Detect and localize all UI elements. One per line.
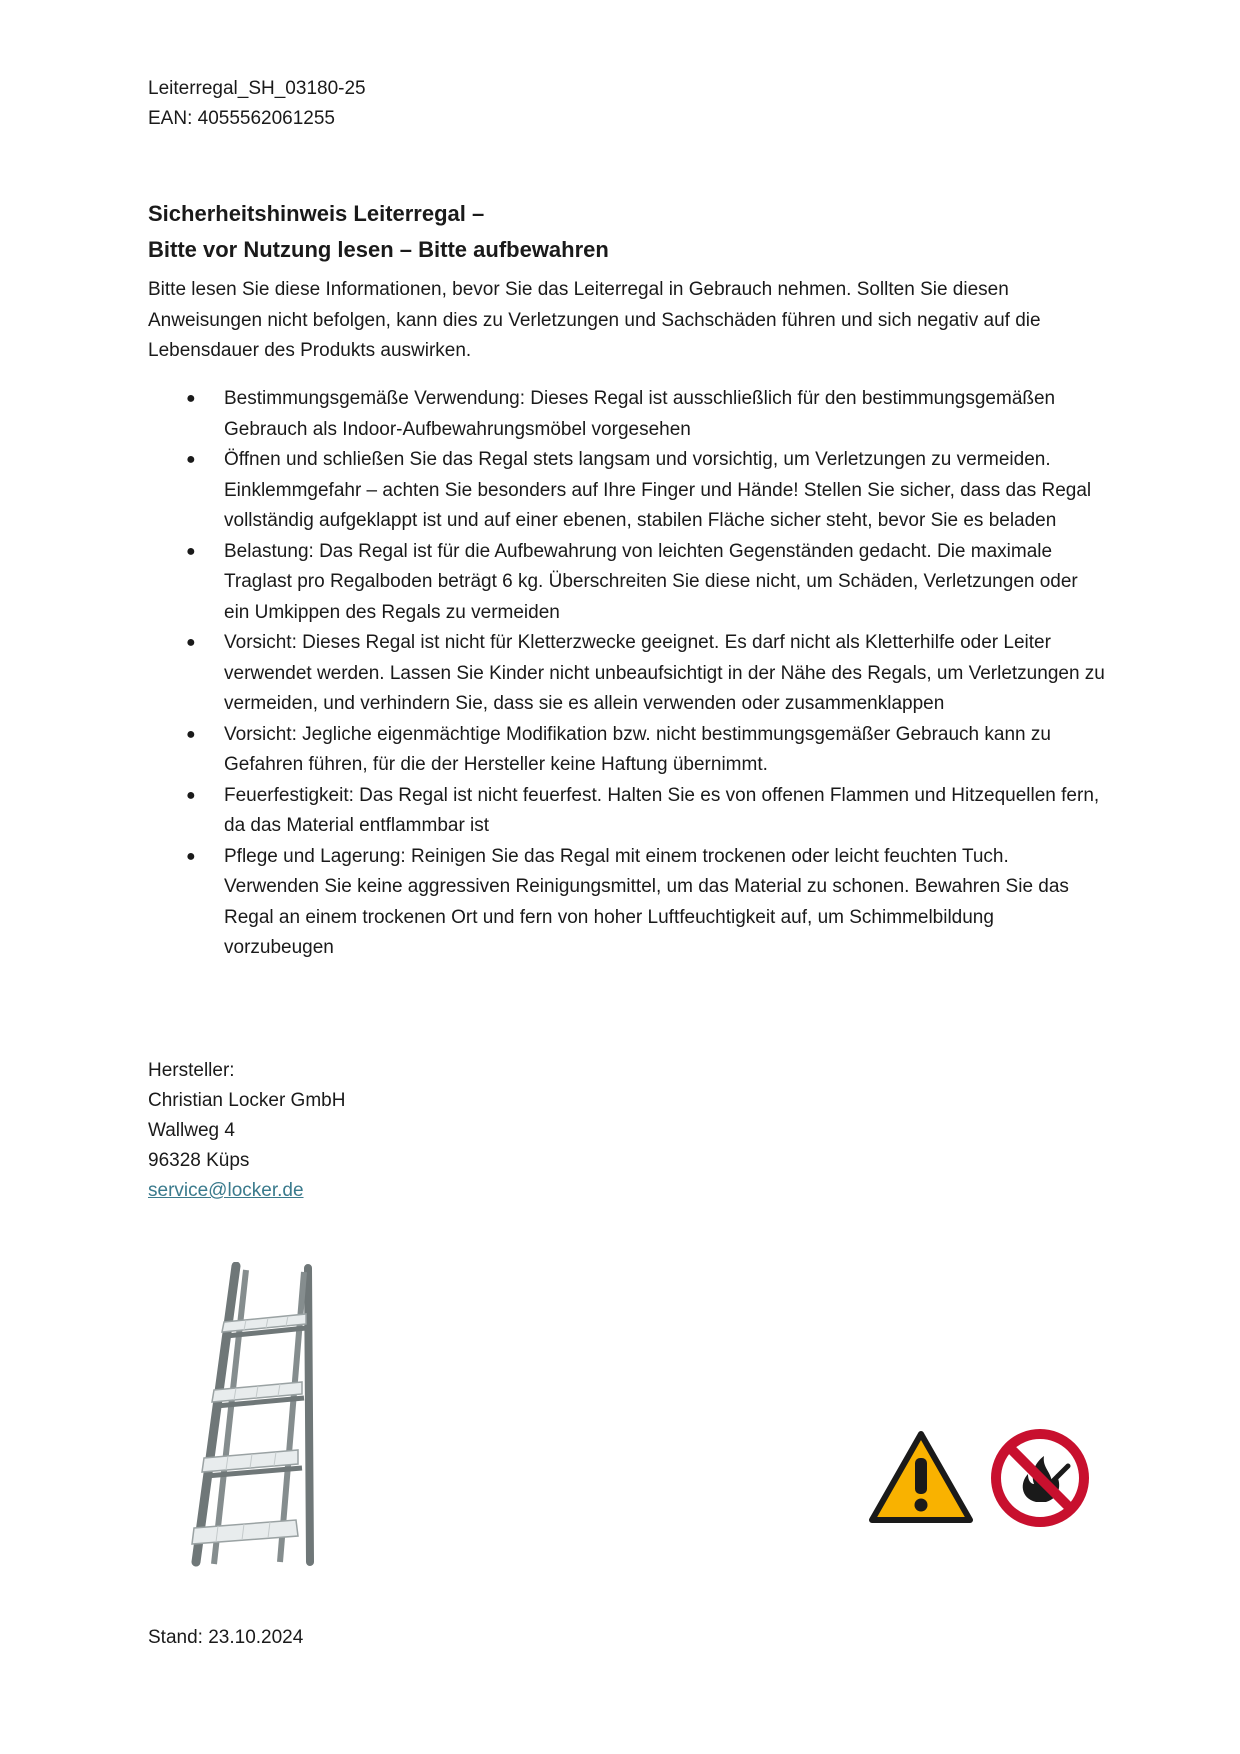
bullet-icon: ● — [186, 542, 196, 560]
ean-code: EAN: 4055562061255 — [148, 108, 335, 129]
list-item — [148, 842, 1108, 964]
manufacturer-city: 96328 Küps — [148, 1150, 250, 1171]
document-heading — [148, 196, 1108, 268]
bullet-icon: ● — [186, 725, 196, 743]
list-item-text: Belastung: Das Regal ist für die Aufbewahrung von leichten Gegenständen gedacht. Die maximale Traglast pro Regalboden beträgt 6 kg. Überschreiten Sie diese nicht, um Schäden, Verletzungen oder ein Umkippen des Regals zu vermeiden — [224, 540, 1078, 623]
document-id: Leiterregal_SH_03180-25 — [148, 78, 366, 99]
list-item — [148, 384, 1108, 445]
list-item-text: Vorsicht: Dieses Regal ist nicht für Kletterzwecke geeignet. Es darf nicht als Kletterhilfe oder Leiter verwendet werden. Lassen Sie Kinder nicht unbeaufsichtigt in der Nähe des Regals, um Verletzungen zu vermeiden, und verhindern Sie, dass sie es allein verwenden oder zusammenklappen — [224, 632, 1105, 714]
heading-line-2: Bitte vor Nutzung lesen – Bitte aufbewahren — [148, 237, 609, 262]
bullet-icon: ● — [186, 847, 196, 865]
document-meta — [148, 74, 1108, 134]
bullet-icon: ● — [186, 451, 196, 468]
intro-paragraph: Bitte lesen Sie diese Informationen, bevor Sie das Leiterregal in Gebrauch nehmen. Sollten Sie diesen Anweisungen nicht befolgen, kann dies zu Verletzungen und Sachschäden führen und sich negativ auf die Lebensdauer des Produkts auswirken. — [148, 279, 1041, 361]
list-item — [148, 537, 1108, 629]
bullet-icon: ● — [186, 634, 196, 651]
list-item — [148, 628, 1108, 720]
list-item-text: Feuerfestigkeit: Das Regal ist nicht feuerfest. Halten Sie es von offenen Flammen und Hitzequellen fern, da das Material entflammbar ist — [224, 784, 1100, 836]
manufacturer-email-link[interactable]: service@locker.de — [148, 1180, 304, 1201]
ladder-shelf-image — [186, 1262, 326, 1572]
list-item-text: Vorsicht: Jegliche eigenmächtige Modifikation bzw. nicht bestimmungsgemäßer Gebrauch kann zu Gefahren führen, für die der Hersteller keine Haftung übernimmt. — [224, 723, 1051, 775]
footer-date: Stand: 23.10.2024 — [148, 1627, 304, 1648]
list-item-text: Pflege und Lagerung: Reinigen Sie das Regal mit einem trockenen oder leicht feuchten Tuch. Verwenden Sie keine aggressiven Reinigungsmittel, um das Material zu schonen. Bewahren Sie das Regal an einem trockenen Ort und fern von hoher Luftfeuchtigkeit auf, um Schimmelbildung vorzubeugen — [224, 845, 1069, 958]
warning-triangle-icon — [868, 1430, 974, 1524]
manufacturer-block — [148, 1056, 1108, 1206]
safety-list — [148, 384, 1108, 964]
list-item-text: Öffnen und schließen Sie das Regal stets langsam und vorsichtig, um Verletzungen zu vermeiden. Einklemmgefahr – achten Sie besonders auf Ihre Finger und Hände! Stellen Sie sicher, dass das Regal vollständig aufgeklappt ist und auf einer ebenen, stabilen Fläche sicher steht, bevor Sie es beladen — [224, 449, 1092, 531]
no-open-flame-icon — [990, 1428, 1090, 1528]
list-item-text: Bestimmungsgemäße Verwendung: Dieses Regal ist ausschließlich für den bestimmungsgemäßen Gebrauch als Indoor-Aufbewahrungsmöbel vorgesehen — [224, 388, 1056, 440]
manufacturer-name: Christian Locker GmbH — [148, 1090, 346, 1111]
manufacturer-street: Wallweg 4 — [148, 1120, 235, 1141]
manufacturer-label: Hersteller: — [148, 1060, 235, 1081]
heading-line-1: Sicherheitshinweis Leiterregal – — [148, 201, 485, 226]
list-item — [148, 720, 1108, 781]
bullet-icon: ● — [186, 390, 196, 407]
bullet-icon: ● — [186, 786, 196, 804]
list-item — [148, 781, 1108, 842]
list-item — [148, 445, 1108, 537]
